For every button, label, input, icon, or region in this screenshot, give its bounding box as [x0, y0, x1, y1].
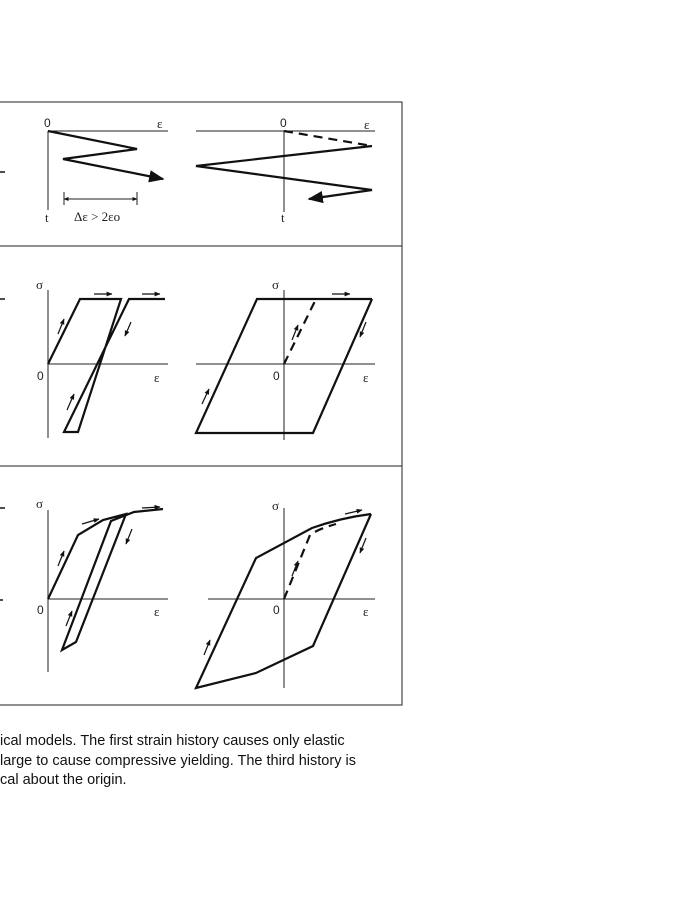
row1-panel1-strain-history — [44, 116, 168, 225]
row3-panel1-stress-strain-loop — [36, 496, 168, 672]
caption-line-2: large to cause compressive yielding. The third history is — [0, 752, 356, 769]
r1p1-epsilon-label: ε — [157, 116, 163, 131]
r1p1-origin-label: 0 — [44, 116, 51, 130]
r1p2-time-label: t — [281, 210, 285, 225]
r3p2-epsilon-label: ε — [363, 604, 369, 619]
r1p2-epsilon-label: ε — [364, 117, 370, 132]
caption-line-3: cal about the origin. — [0, 772, 127, 788]
r3p1-sigma-label: σ — [36, 496, 44, 511]
row1-panel2-strain-history — [196, 116, 375, 225]
row2-panel2-stress-strain-loop — [196, 277, 375, 440]
r2p1-origin-label: 0 — [37, 369, 44, 383]
figure-frame — [0, 102, 402, 705]
left-edge-fragments — [0, 172, 5, 600]
caption-line-1: ical models. The first strain history causes only elastic — [0, 733, 345, 749]
r2p2-epsilon-label: ε — [363, 370, 369, 385]
r1p1-strain-range-annotation: Δε > 2εo — [74, 209, 121, 224]
r2p1-epsilon-label: ε — [154, 370, 160, 385]
r2p2-origin-label: 0 — [273, 369, 280, 383]
row2-panel1-stress-strain-loop — [36, 277, 168, 438]
row3-panel2-stress-strain-loop — [196, 498, 375, 688]
figure-caption — [0, 732, 430, 791]
r3p2-sigma-label: σ — [272, 498, 280, 513]
r2p1-sigma-label: σ — [36, 277, 44, 292]
r3p2-origin-label: 0 — [273, 603, 280, 617]
r3p1-origin-label: 0 — [37, 603, 44, 617]
r3p1-epsilon-label: ε — [154, 604, 160, 619]
r1p2-origin-label: 0 — [280, 116, 287, 130]
r2p2-sigma-label: σ — [272, 277, 280, 292]
r1p1-time-label: t — [45, 210, 49, 225]
